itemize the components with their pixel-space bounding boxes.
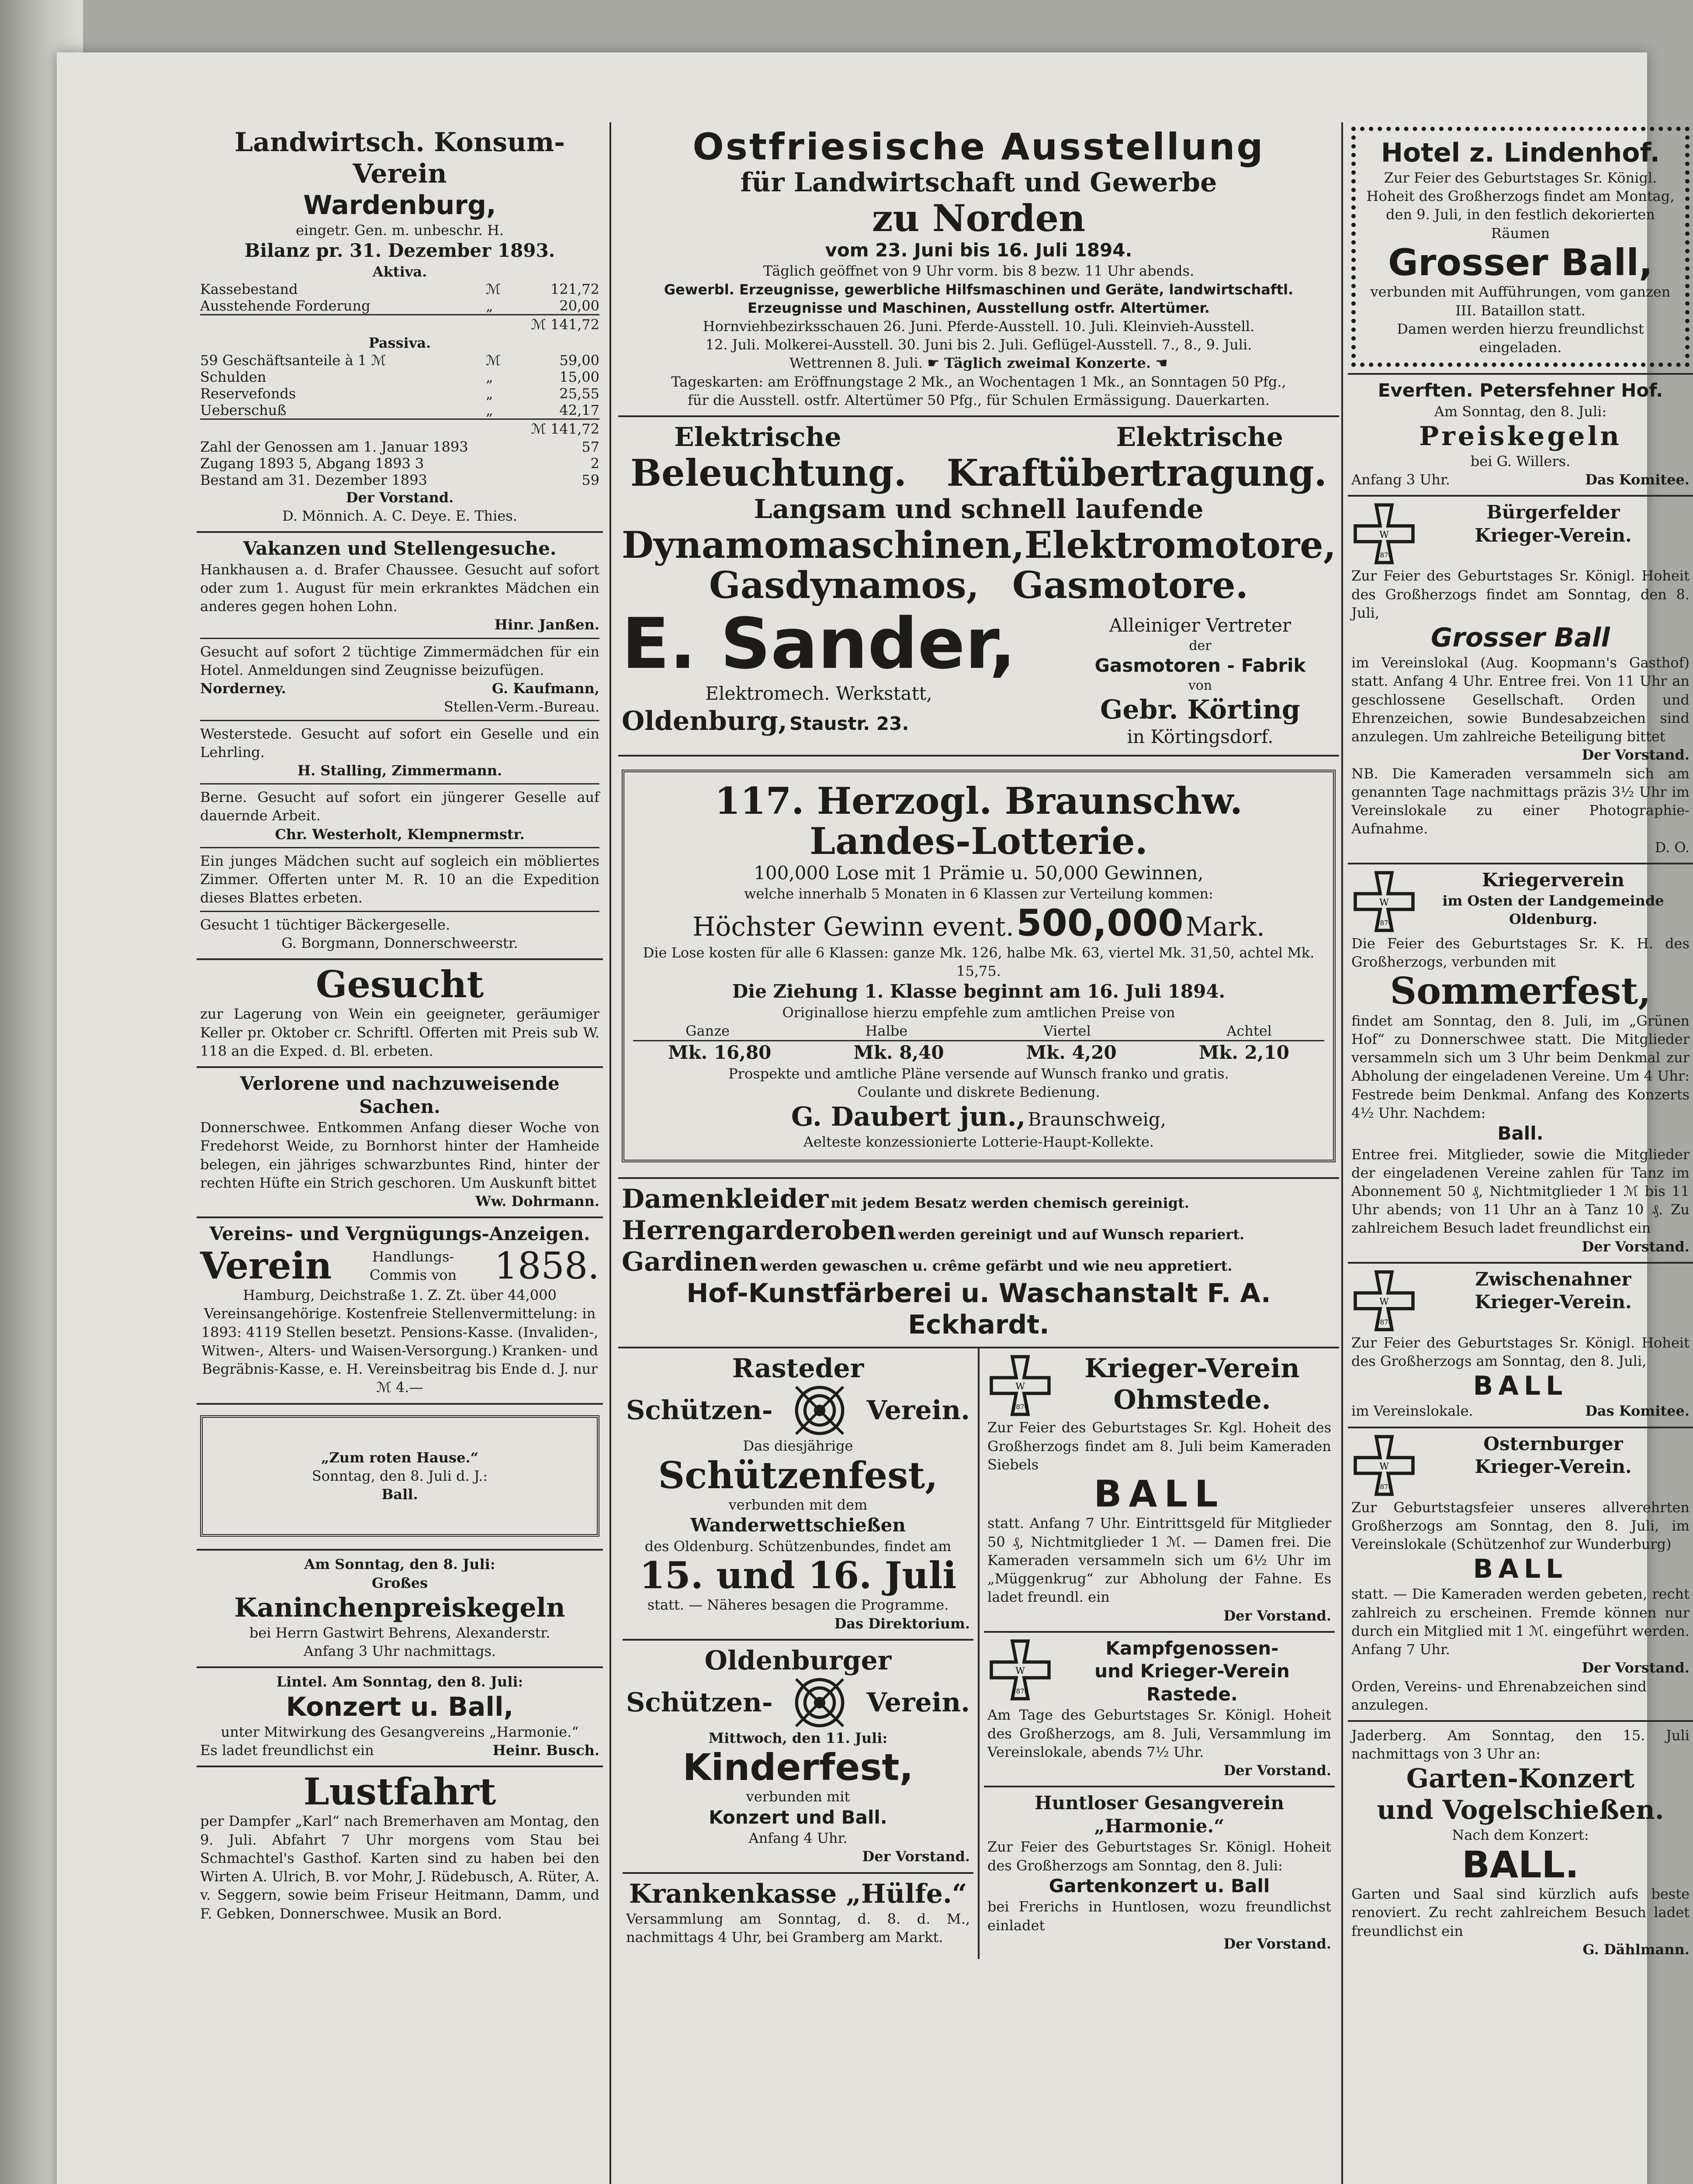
ad-firm-name: E. Sander,: [622, 603, 1016, 685]
price-head: Halbe: [865, 1022, 908, 1039]
price-head: Ganze: [686, 1022, 730, 1039]
iron-cross-icon: [1351, 1268, 1417, 1334]
ad-text: Coulante und diskrete Bedienung.: [857, 1083, 1100, 1100]
ad-ostfriesische-ausstellung: [618, 122, 1339, 417]
signature: Der Vorstand.: [1223, 1762, 1331, 1779]
ad-text: Zur Geburtstagsfeier unseres allverehrten Großherzogs am Sonntag, den 8. Juli, im Vereinslokale (Schützenhof zur Wunderburg): [1351, 1499, 1690, 1553]
ad-text: Konzert und Ball.: [709, 1806, 887, 1828]
ad-text: mit jedem Besatz werden chemisch gereinigt.: [831, 1195, 1189, 1212]
ad-text: Am Tage des Geburtstages Sr. Königl. Hoheit des Großherzogs, am 8. Juli, Versammlung im Vereinslokale, abends 7½ Uhr.: [987, 1707, 1331, 1760]
passiva-label: Passiva.: [368, 335, 431, 352]
ad-verein-1858: [197, 1218, 603, 1404]
ad-text: 12. Juli. Molkerei-Ausstell. 30. Juni bis 2. Juli. Geflügel-Ausstell. 7., 8., 9. Juli.: [705, 336, 1252, 353]
ad-text: der: [1189, 638, 1212, 653]
ad-title: Kriegerverein: [1482, 869, 1624, 891]
ad-text: von: [1188, 678, 1212, 694]
signature: Das Komitee.: [1585, 1403, 1690, 1420]
ad-text: Donnerschwee. Entkommen Anfang dieser Woche von Fredehorst Weide, zu Bornhorst hinter der Hamheide belegen, ein jähriges schwarzbuntes Rind, hinter der rechten Hüfte ein Strich geschoren. Um Auskunft bittet: [200, 1119, 599, 1191]
signature: G. Borgmann, Donnerschweerstr.: [281, 934, 518, 951]
ad-huntloser: [984, 1787, 1335, 1959]
table-row: Ausstehende Forderung „ 20,00: [200, 297, 599, 314]
ad-subtitle: für Landwirtschaft und Gewerbe: [740, 167, 1217, 198]
ad-konsum-verein: [197, 122, 603, 533]
column-rule: [1341, 122, 1343, 2184]
ad-text: statt. — Näheres besagen die Programme.: [647, 1597, 949, 1614]
section-heading: Vakanzen und Stellengesuche.: [243, 538, 557, 560]
pointing-hand-icon: ☛: [927, 355, 940, 372]
ad-subtitle: eingetr. Gen. m. unbeschr. H.: [295, 222, 504, 238]
ad-place: Ohmstede.: [1113, 1385, 1271, 1416]
ads-left-subcolumn: [618, 1348, 978, 1959]
ad-text: Zur Feier des Geburtstages Sr. Königl. Hoheit des Großherzogs findet am Montag, den 9. Juli, in den festlich dekorierten Räumen: [1366, 169, 1675, 242]
column-middle: [618, 122, 1339, 2184]
ad-title: Krieger-Verein: [1084, 1353, 1300, 1384]
ad-text: Gewerbl. Erzeugnisse, gewerbliche Hilfsmaschinen und Geräte, landwirtschaftl.: [664, 281, 1294, 298]
ad-text: bei Herrn Gastwirt Behrens, Alexanderstr.: [249, 1624, 550, 1641]
ad-title: Krieger-Verein.: [1475, 524, 1632, 546]
ad-text: Orden, Vereins- und Ehrenabzeichen sind anzulegen.: [1351, 1678, 1647, 1713]
ads-right-subcolumn: [978, 1348, 1339, 1959]
ad-event: Sommerfest,: [1390, 969, 1651, 1013]
ad-text: Prospekte und amtliche Pläne versende auf Wunsch franko und gratis.: [728, 1065, 1229, 1082]
ad-text: verbunden mit: [746, 1788, 850, 1805]
ad-date: Mittwoch, den 11. Juli:: [708, 1729, 888, 1746]
signature: Chr. Westerholt, Klempnermstr.: [275, 826, 525, 843]
ad-roten-hause: [197, 1405, 603, 1551]
column-left: [197, 122, 603, 2184]
divider: [200, 847, 599, 848]
table-row: Ueberschuß „ 42,17: [200, 402, 599, 419]
signature: Das Komitee.: [1585, 471, 1690, 488]
ad-gesucht: [197, 960, 603, 1068]
ad-text: Höchster Gewinn event.: [692, 912, 1014, 943]
iron-cross-icon: [1351, 501, 1417, 567]
table-row: Reservefonds „ 25,55: [200, 385, 599, 402]
ad-text: Nach dem Konzert:: [1452, 1827, 1589, 1844]
svg-text:1870: 1870: [1375, 1482, 1393, 1491]
ad-firm-name: G. Daubert jun.,: [791, 1102, 1026, 1133]
ad-rasteder-schuetzen: [623, 1348, 973, 1640]
iron-cross-icon: [987, 1353, 1053, 1418]
ad-heading: Gasmotore.: [1012, 563, 1248, 607]
ad-text: Jaderberg. Am Sonntag, den 15. Juli nachmittags von 3 Uhr an:: [1351, 1727, 1690, 1762]
ad-keyword: Herrengarderoben: [622, 1215, 896, 1246]
section-heading: Vereins- und Vergnügungs-Anzeigen.: [209, 1223, 590, 1245]
newspaper-page: [57, 52, 1690, 2184]
ad-text: verbunden mit Aufführungen, vom ganzen III. Bataillon statt.: [1370, 283, 1671, 319]
ad-title: Landes-Lotterie.: [810, 819, 1148, 863]
two-column-ads: [618, 1348, 1339, 1959]
ad-text: Die Lose kosten für alle 6 Klassen: ganze Mk. 126, halbe Mk. 63, viertel Mk. 31,50, achtel Mk. 15,75.: [643, 944, 1315, 979]
ad-title: Konzert u. Ball,: [286, 1691, 514, 1722]
table-row: Zahl der Genossen am 1. Januar 1893 57: [200, 438, 599, 455]
ad-title: Bürgerfelder: [1486, 501, 1620, 523]
ad-text: Wettrennen 8. Juli.: [789, 355, 923, 372]
aktiva-label: Aktiva.: [372, 263, 427, 280]
price-value: Mk. 4,20: [1026, 1042, 1117, 1064]
ad-text: statt. — Die Kameraden werden gebeten, recht zahlreich zu erscheinen. Fremde können nur durch ein Mitglied mit 1 ℳ. eingeführt werden. Anfang 7 Uhr.: [1351, 1586, 1690, 1658]
ad-heading: Elektromotore,: [1024, 523, 1336, 567]
classified-text: Hankhausen a. d. Brafer Chaussee. Gesucht auf sofort oder zum 1. August für mein erkranktes Mädchen ein anderes gegen hohen Lohn.: [200, 561, 599, 615]
ad-text: findet am Sonntag, den 8. Juli, im „Grünen Hof“ zu Donnerschwee statt. Die Mitglieder versammeln sich um 3 Uhr beim Denkmal zur Abholung der eingeladenen Vereine. Um 4 Uhr: Festrede beim Denkmal. Anfang des Konzerts 4½ Uhr. Nachdem:: [1351, 1012, 1690, 1121]
signature: Hinr. Janßen.: [494, 616, 599, 633]
ad-text: statt. Anfang 7 Uhr. Eintrittsgeld für Mitglieder 50 ₰, Nichtmitglieder 1 ℳ. — Damen frei. Die Kameraden versammeln sich um 6½ Uhr im „Müggenkrug“ zur Abholung der Fahne. Es ladet freundl. ein: [987, 1515, 1331, 1606]
ad-dates: vom 23. Juni bis 16. Juli 1894.: [825, 239, 1132, 261]
ad-text: Hamburg, Deichstraße 1. Z. Zt. über 44,000 Vereinsangehörige. Kostenfreie Stellenvermittelung: in 1893: 4119 Stellen besetzt. Pensions-Kasse. (Invaliden-, Witwen-, Alters- und Waisen-Versorgung.) Kranken- und Begräbnis-Kasse, e. H. Vereinsbeitrag bis Ende d. J. nur ℳ 4.—: [201, 1287, 599, 1396]
ad-event: Gartenkonzert u. Ball: [1049, 1875, 1270, 1897]
ad-title: 117. Herzogl. Braunschw.: [714, 779, 1243, 822]
price-head: Achtel: [1226, 1022, 1272, 1039]
signature: Ww. Dohrmann.: [475, 1193, 599, 1210]
ad-title: Verein.: [866, 1395, 970, 1426]
verein-name: Verein: [200, 1244, 332, 1287]
ad-text: Versammlung am Sonntag, d. 8. d. M., nachmittags 4 Uhr, bei Gramberg am Markt.: [626, 1910, 970, 1946]
section-heading: Verlorene und nachzuweisende Sachen.: [240, 1073, 560, 1117]
ad-title: Kampfgenossen-: [1105, 1637, 1279, 1659]
ad-event: Schützenfest,: [658, 1453, 938, 1497]
ad-title: Krieger-Verein.: [1475, 1291, 1632, 1313]
svg-text:W: W: [1379, 897, 1389, 908]
column-right: [1348, 122, 1693, 2184]
ad-title: und Krieger-Verein: [1094, 1660, 1290, 1682]
ad-verlorene: [197, 1068, 603, 1218]
aktiva-table: [200, 281, 599, 314]
svg-text:W: W: [1379, 1296, 1389, 1307]
table-row: Bestand am 31. Dezember 1893 59: [200, 471, 599, 488]
ad-text: bei Frerichs in Huntlosen, wozu freundlichst einladet: [987, 1898, 1331, 1934]
ad-event: Ball.: [381, 1486, 418, 1503]
ad-place: Rastede.: [1146, 1683, 1238, 1705]
signature-sub: Stellen-Verm.-Bureau.: [443, 698, 599, 715]
ad-event: Preiskegeln: [1419, 421, 1622, 452]
ad-title: Osternburger: [1483, 1433, 1623, 1455]
ad-text: Hornviehbezirksschauen 26. Juni. Pferde-Ausstell. 10. Juli. Kleinvieh-Ausstell.: [703, 318, 1255, 335]
signature: G. Kaufmann,: [492, 680, 599, 697]
ad-lustfahrt: [197, 1767, 603, 1929]
ad-event: BALL: [1473, 1371, 1568, 1402]
classified-text: Ein junges Mädchen sucht auf sogleich ein möbliertes Zimmer. Offerten unter M. R. 10 an die Expedition dieses Blattes erbeten.: [200, 852, 599, 906]
ad-oldenburger-schuetzen: [623, 1641, 973, 1874]
signature: D. O.: [1655, 839, 1690, 856]
ad-keyword: Gardinen: [622, 1247, 758, 1278]
signature: Der Vorstand.: [1582, 746, 1690, 764]
signature: Der Vorstand.: [1582, 1238, 1690, 1255]
ad-date: Lintel. Am Sonntag, den 8. Juli:: [276, 1673, 523, 1690]
verein-subtitle: Handlungs-Commis von: [369, 1248, 457, 1284]
ad-text: werden gewaschen u. crême gefärbt und wie neu appretiert.: [760, 1258, 1233, 1275]
ad-title: Schützen-: [626, 1687, 773, 1718]
ad-text: unter Mitwirkung des Gesangvereins „Harmonie.“: [221, 1723, 579, 1740]
divider: [200, 783, 599, 784]
price-value: Mk. 8,40: [853, 1042, 944, 1064]
price-head: Viertel: [1043, 1022, 1091, 1039]
ad-text: Entree frei. Mitglieder, sowie die Mitglieder der eingeladenen Vereine zahlen für Tanz im Abonnement 50 ₰, Nichtmitglieder 1 ℳ bis 11 Uhr abends; von 11 Uhr an à Tanz 10 ₰. Zu zahlreichem Besuch ladet freundlichst ein: [1351, 1146, 1690, 1237]
iron-cross-icon: [987, 1637, 1053, 1703]
ad-e-sander: [618, 417, 1339, 757]
passiva-sum: ℳ 141,72: [200, 418, 599, 438]
ad-title: „Zum roten Hause.“: [321, 1449, 478, 1466]
svg-text:1870: 1870: [1011, 1403, 1029, 1411]
ad-zwischenahn: [1348, 1264, 1693, 1428]
ad-heading: Langsam und schnell laufende: [754, 494, 1204, 525]
ad-title: Schützen-: [626, 1395, 773, 1426]
ad-title: Rasteder: [732, 1353, 864, 1384]
divider: [200, 720, 599, 721]
signature: H. Stalling, Zimmermann.: [297, 762, 502, 779]
signature: Der Vorstand.: [1582, 1659, 1690, 1676]
divider: [200, 638, 599, 639]
target-icon: [793, 1384, 846, 1437]
ad-title: Hotel z. Lindenhof.: [1381, 138, 1660, 168]
ad-text: Die Ziehung 1. Klasse beginnt am 16. Juli 1894.: [732, 981, 1226, 1002]
ad-text: Zur Feier des Geburtstages Sr. Königl. Hoheit des Großherzogs findet am Sonntag, den 8. Juli,: [1351, 567, 1690, 621]
ad-text: werden gereinigt und auf Wunsch repariert.: [898, 1226, 1245, 1243]
ad-event: Grosser Ball,: [1388, 241, 1653, 284]
ad-text: Wanderwettschießen: [690, 1514, 906, 1536]
ad-title: Lustfahrt: [303, 1770, 496, 1813]
price-value: Mk. 2,10: [1198, 1042, 1289, 1064]
svg-text:W: W: [1379, 1461, 1389, 1472]
ad-vakanzen: [197, 533, 603, 960]
ad-text: Damen werden hierzu freundlichst eingeladen.: [1397, 320, 1644, 356]
classified-text: Gesucht 1 tüchtiger Bäckergeselle.: [200, 916, 450, 933]
svg-text:W: W: [1015, 1381, 1025, 1392]
ad-text: Zur Feier des Geburtstages Sr. Königl. Hoheit des Großherzogs am Sonntag, den 8. Juli,: [1351, 1334, 1690, 1370]
ad-firm-name: Hof-Kunstfärberei u. Waschanstalt F. A. Eckhardt.: [686, 1278, 1271, 1341]
passiva-table: [200, 352, 599, 418]
ad-krieger-ohmstede: [984, 1348, 1335, 1633]
ad-text: Elektromech. Werkstatt,: [705, 683, 932, 705]
price-value: Mk. 16,80: [668, 1042, 772, 1064]
ad-text: des Oldenburg. Schützenbundes, findet am: [644, 1538, 952, 1555]
ad-lotterie: [618, 757, 1339, 1179]
ad-event: BALL: [1094, 1472, 1225, 1516]
ad-event: und Vogelschießen.: [1377, 1795, 1664, 1826]
ad-text: Anfang 3 Uhr nachmittags.: [303, 1643, 496, 1660]
verein-year: 1858.: [494, 1244, 599, 1287]
ad-jaderberg: [1348, 1722, 1693, 1965]
ad-dates: 15. und 16. Juli: [639, 1553, 957, 1597]
ad-title: Gesucht: [315, 963, 484, 1006]
ad-text: bei G. Willers.: [1470, 453, 1571, 470]
ad-text: für die Ausstell. ostfr. Altertümer 50 Pfg., für Schulen Ermässigung. Dauerkarten.: [688, 391, 1270, 408]
ad-heading: Kraftübertragung.: [946, 451, 1327, 495]
classified-text: Westerstede. Gesucht auf sofort ein Geselle und ein Lehrling.: [200, 725, 599, 760]
ad-keyword: Damenkleider: [622, 1184, 829, 1215]
svg-text:W: W: [1379, 529, 1389, 540]
ad-date: Am Sonntag, den 8. Juli:: [304, 1556, 495, 1573]
ad-text: Anfang 3 Uhr.: [1351, 471, 1450, 488]
ad-event: Kinderfest,: [682, 1746, 914, 1789]
ad-title: Everften. Petersfehner Hof.: [1378, 380, 1663, 401]
ad-pretitle: Großes: [371, 1574, 428, 1591]
ad-text: im Vereinslokal (Aug. Koopmann's Gasthof) statt. Anfang 4 Uhr. Entree frei. Von 11 Uhr an geschlossene Gesellschaft. Orden und Ehrenzeichen, sowie Bundesabzeichen sind anzulegen. Um zahlreiche Beteiligung bittet: [1351, 654, 1690, 745]
ad-text: Gasmotoren - Fabrik: [1094, 654, 1306, 676]
iron-cross-icon: [1351, 1433, 1417, 1498]
ad-city: Braunschweig,: [1028, 1109, 1167, 1130]
table-row: 59 Geschäftsanteile à 1 ℳ ℳ 59,00: [200, 352, 599, 369]
ad-heading: Dynamomaschinen,: [622, 523, 1025, 567]
members-table: [200, 439, 599, 488]
ad-osternburg: [1348, 1428, 1693, 1722]
ad-event: Grosser Ball: [1430, 622, 1610, 653]
ad-title: Kaninchenpreiskegeln: [234, 1592, 565, 1623]
ad-title: Landwirtsch. Konsum-Verein: [234, 127, 565, 189]
iron-cross-icon: [1351, 869, 1417, 934]
ad-krieger-rastede: [984, 1633, 1335, 1787]
ad-text: Erzeugnisse und Maschinen, Ausstellung ostfr. Altertümer.: [748, 299, 1210, 316]
ad-heading: Gasdynamos,: [709, 563, 979, 607]
ad-text: Originallose hierzu empfehle zum amtlichen Preise von: [782, 1004, 1175, 1021]
ad-title: Huntloser Gesangverein: [1034, 1792, 1284, 1814]
bilanz-heading: Bilanz pr. 31. Dezember 1893.: [244, 240, 555, 262]
ad-text: Alleiniger Vertreter: [1109, 615, 1291, 636]
table-row: Schulden „ 15,00: [200, 369, 599, 386]
ad-kaninchen: [197, 1551, 603, 1668]
signature: G. Dählmann.: [1582, 1941, 1690, 1958]
ad-event: BALL: [1473, 1554, 1568, 1585]
ad-heading: Elektrische: [674, 422, 841, 453]
ad-text: zur Lagerung von Wein ein geeigneter, geräumiger Keller pr. Oktober cr. Schriftl. Offerten mit Preis sub W. 118 an die Exped. d. Bl. erbeten.: [200, 1006, 599, 1059]
svg-text:1870: 1870: [1375, 919, 1393, 927]
svg-text:1870: 1870: [1375, 1318, 1393, 1326]
ad-text: welche innerhalb 5 Monaten in 6 Klassen zur Verteilung kommen:: [744, 885, 1213, 902]
pointing-hand-icon: ☚: [1155, 355, 1168, 372]
table-row: Zugang 1893 5, Abgang 1893 3 2: [200, 455, 599, 472]
ad-jackpot: 500,000: [1016, 902, 1184, 945]
ad-title: Ostfriesische Ausstellung: [692, 125, 1265, 168]
svg-text:1870: 1870: [1375, 551, 1393, 560]
signature: Das Direktorium.: [834, 1615, 970, 1632]
ad-place: Wardenburg,: [303, 190, 496, 221]
signature: Heinr. Busch.: [492, 1742, 599, 1759]
ad-text: Zur Feier des Geburtstages Sr. Kgl. Hoheit des Großherzogs findet am 8. Juli beim Kameraden Siebels: [987, 1419, 1331, 1473]
ad-text: Garten und Saal sind kürzlich aufs beste renoviert. Zu recht zahlreichem Besuch ladet freundlichst ein: [1351, 1886, 1690, 1939]
ad-text: Die Feier des Geburtstages Sr. K. H. des Großherzogs, verbunden mit: [1351, 935, 1690, 970]
place: Norderney.: [200, 680, 286, 697]
ad-subtitle: „Harmonie.“: [1094, 1815, 1225, 1837]
ad-text: Zur Feier des Geburtstages Sr. Königl. Hoheit des Großherzogs am Sonntag, den 8. Juli:: [987, 1838, 1331, 1874]
ad-everften: [1348, 375, 1693, 497]
column-rule: [609, 122, 611, 2184]
ad-text: verbunden mit dem: [728, 1496, 868, 1513]
ad-lindenhof: [1348, 122, 1693, 375]
ad-event: BALL.: [1462, 1843, 1579, 1886]
ad-date: Am Sonntag, den 8. Juli:: [1434, 403, 1607, 420]
ad-eckhardt: [618, 1179, 1339, 1348]
ad-title: Krieger-Verein.: [1475, 1456, 1632, 1478]
signature: Der Vorstand.: [346, 489, 454, 506]
target-icon: [793, 1676, 846, 1729]
classified-text: Berne. Gesucht auf sofort ein jüngerer Geselle auf dauernde Arbeit.: [200, 789, 599, 824]
ad-text: Gebr. Körting: [1100, 695, 1300, 726]
ad-city: Oldenburg,: [622, 705, 787, 736]
ad-title: im Osten der Landgemeinde Oldenburg.: [1442, 892, 1664, 928]
ad-text: Täglich geöffnet von 9 Uhr vorm. bis 8 bezw. 11 Uhr abends.: [763, 263, 1194, 280]
ad-event: Ball.: [1497, 1123, 1544, 1144]
signature-names: D. Mönnich. A. C. Deye. E. Thies.: [282, 507, 517, 524]
ad-title: Krankenkasse „Hülfe.“: [629, 1878, 967, 1909]
signature: Der Vorstand.: [1223, 1607, 1331, 1624]
ad-text: Tageskarten: am Eröffnungstage 2 Mk., an Wochentagen 1 Mk., an Sonntagen 50 Pfg.,: [671, 373, 1286, 390]
classified-text: Gesucht auf sofort 2 tüchtige Zimmermädchen für ein Hotel. Anmeldungen sind Zeugnisse beizufügen.: [200, 643, 599, 678]
signature: Der Vorstand.: [862, 1848, 970, 1865]
ad-heading: Elektrische: [1116, 422, 1283, 453]
ad-heading: Beleuchtung.: [630, 451, 907, 495]
ad-street: Staustr. 23.: [789, 712, 909, 734]
ad-text: Aelteste konzessionierte Lotterie-Haupt-Kollekte.: [803, 1133, 1154, 1151]
ad-text: 100,000 Lose mit 1 Prämie u. 50,000 Gewinnen,: [754, 862, 1204, 884]
svg-text:1870: 1870: [1011, 1687, 1029, 1695]
ad-date: Sonntag, den 8. Juli d. J.:: [312, 1467, 488, 1484]
ad-text: in Körtingsdorf.: [1127, 726, 1274, 748]
ad-kriegerverein-osten: [1348, 864, 1693, 1264]
ad-lintel: [197, 1668, 603, 1767]
ad-event: Garten-Konzert: [1406, 1763, 1635, 1794]
ad-text: per Dampfer „Karl“ nach Bremerhaven am Montag, den 9. Juli. Abfahrt 7 Uhr morgens vom Stau bei Schmachtel's Gasthof. Karten sind zu haben bei den Wirten A. Ulrich, B. vor Mohr, J. Rüdebusch, A. Rüter, A. v. Seggern, sowie beim Friseur Heitmann, Damm, und F. Gebken, Donnerschwee. Musik an Bord.: [200, 1813, 599, 1922]
divider: [200, 911, 599, 912]
signature: Der Vorstand.: [1223, 1935, 1331, 1952]
ad-title: Verein.: [866, 1687, 970, 1718]
ad-text: Mark.: [1185, 912, 1265, 943]
ad-text: Das diesjährige: [743, 1438, 853, 1455]
ad-note: NB. Die Kameraden versammeln sich am genannten Tage nachmittags präzis 3½ Uhr im Vereinslokale zu einer Photographie-Aufnahme.: [1351, 765, 1690, 837]
ad-text: Anfang 4 Uhr.: [748, 1830, 848, 1847]
ad-text: im Vereinslokale.: [1351, 1403, 1473, 1420]
ad-text: Täglich zweimal Konzerte.: [944, 355, 1151, 372]
ad-text: Es ladet freundlichst ein: [200, 1742, 374, 1759]
ad-krankenkasse: [623, 1874, 973, 1952]
svg-text:W: W: [1015, 1665, 1025, 1676]
table-row: Kassebestand ℳ 121,72: [200, 280, 599, 297]
ad-buergerfelde: [1348, 497, 1693, 864]
ad-title: Oldenburger: [704, 1645, 892, 1676]
ad-title: Zwischenahner: [1475, 1268, 1631, 1290]
ad-place: zu Norden: [872, 197, 1086, 240]
aktiva-sum: ℳ 141,72: [200, 314, 599, 334]
